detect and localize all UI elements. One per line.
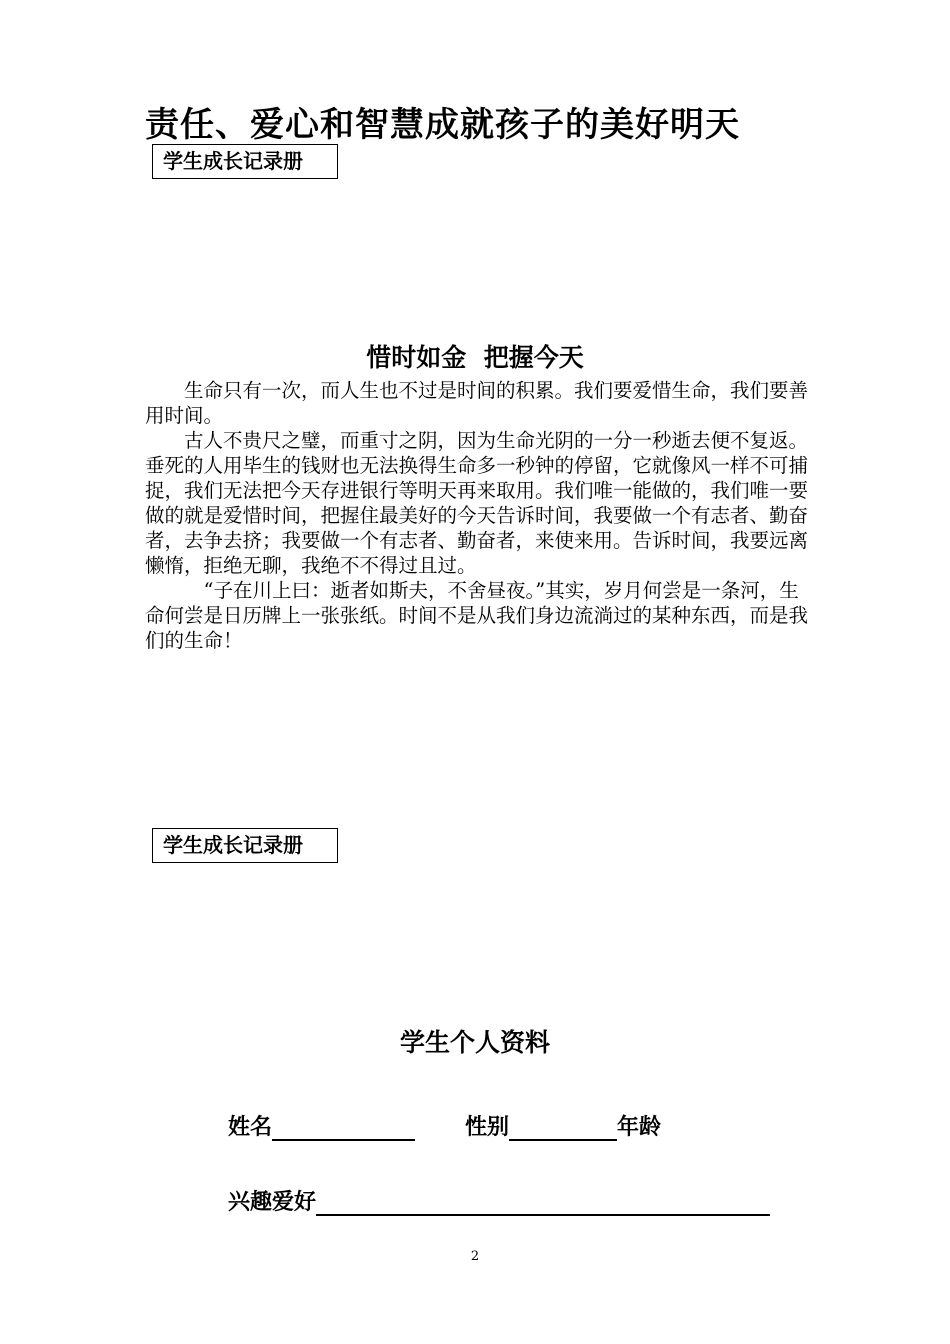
age-label: 年龄 — [617, 1115, 662, 1140]
record-book-label: 学生成长记录册 — [152, 144, 338, 179]
profile-hobby-row — [228, 1185, 770, 1216]
profile-basic-row — [228, 1110, 661, 1141]
essay-paragraph: 古人不贵尺之璧，而重寸之阴，因为生命光阴的一分一秒逝去便不复返。垂死的人用毕生的钱财也无法换得生命多一秒钟的停留，它就像风一样不可捕捉，我们无法把今天存进银行等明天再来取用。我们唯一能做的，我们唯一要做的就是爱惜时间，把握住最美好的今天告诉时间，我要做一个有志者、勤奋者，去争去挤；我要做一个有志者、勤奋者，来使来用。告诉时间，我要远离懒惰，拒绝无聊，我绝不不得过且过。 — [145, 429, 809, 577]
hobby-label: 兴趣爱好 — [228, 1190, 317, 1215]
page-number: 2 — [470, 1249, 480, 1264]
name-label: 姓名 — [228, 1115, 273, 1140]
profile-title: 学生个人资料 — [399, 1028, 550, 1057]
document-title: 责任、爱心和智慧成就孩子的美好明天 — [145, 105, 740, 145]
record-book-label: 学生成长记录册 — [152, 828, 338, 863]
essay-title: 惜时如金 把握今天 — [366, 343, 584, 372]
gender-field[interactable] — [509, 1113, 617, 1141]
hobby-field[interactable] — [316, 1188, 770, 1216]
essay-body — [145, 378, 815, 653]
essay-paragraph: “子在川上曰：逝者如斯夫，不舍昼夜。”其实，岁月何尝是一条河，生命何尝是日历牌上一张张纸。时间不是从我们身边流淌过的某种东西，而是我们的生命！ — [145, 579, 809, 652]
gender-label: 性别 — [465, 1115, 510, 1140]
essay-paragraph: 生命只有一次，而人生也不过是时间的积累。我们要爱惜生命，我们要善用时间。 — [145, 379, 809, 427]
name-field[interactable] — [272, 1113, 415, 1141]
